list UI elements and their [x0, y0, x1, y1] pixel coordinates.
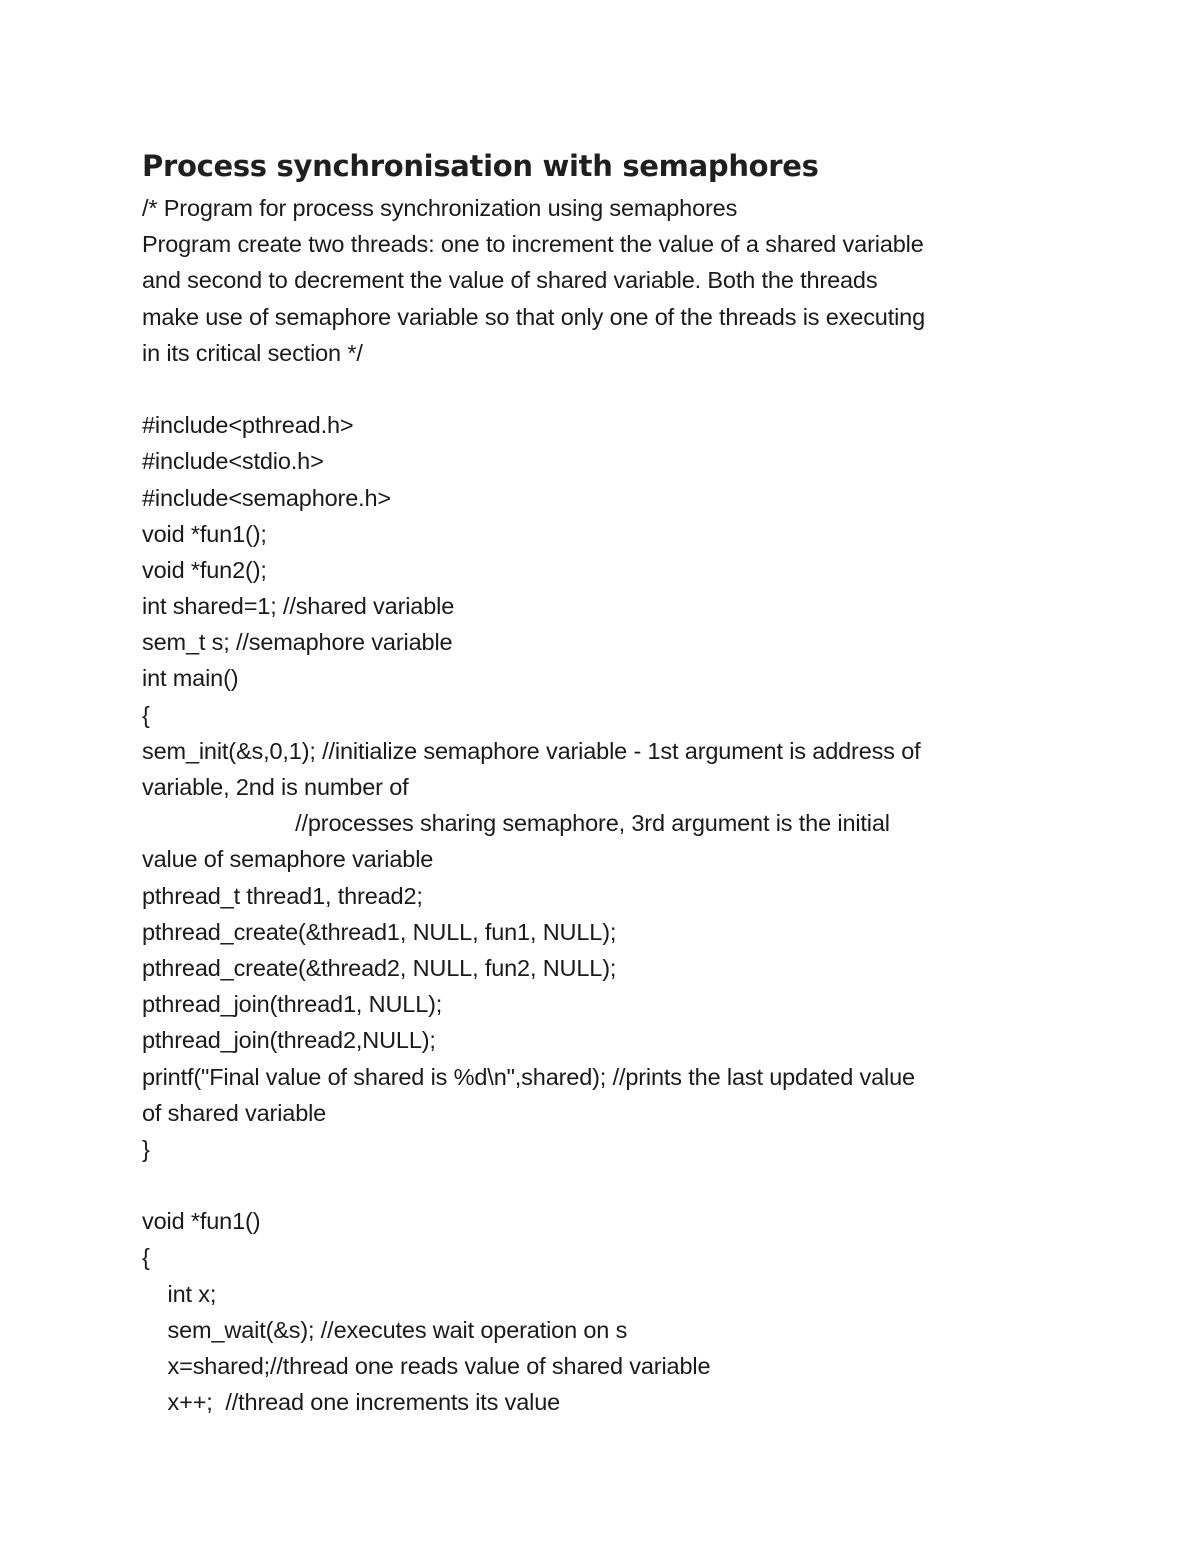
code-line: sem_t s; //semaphore variable [142, 629, 453, 656]
code-line: void *fun1() [142, 1208, 261, 1235]
code-line: int main() [142, 665, 239, 692]
code-line: #include<stdio.h> [142, 448, 324, 475]
code-line: pthread_join(thread1, NULL); [142, 991, 443, 1018]
code-line: of shared variable [142, 1099, 327, 1126]
code-line: pthread_create(&thread1, NULL, fun1, NULL); [142, 918, 617, 945]
text-line: in its critical section */ [142, 339, 363, 366]
text-line: /* Program for process synchronization using semaphores [142, 195, 738, 221]
code-line: x++; //thread one increments its value [142, 1389, 561, 1416]
code-line: #include<pthread.h> [142, 412, 354, 439]
code-line: } [142, 1135, 150, 1162]
code-line: value of semaphore variable [142, 846, 434, 873]
code-line: //processes sharing semaphore, 3rd argument is the initial [142, 810, 890, 837]
code-line: pthread_t thread1, thread2; [142, 882, 423, 909]
code-line: x=shared;//thread one reads value of shared variable [142, 1353, 711, 1379]
code-line: void *fun1(); [142, 520, 267, 547]
code-line: pthread_create(&thread2, NULL, fun2, NULL); [142, 954, 617, 981]
code-line: void *fun2(); [142, 556, 267, 583]
page-title: Process synchronisation with semaphores [142, 149, 819, 183]
text-line: and second to decrement the value of shared variable. Both the threads [142, 267, 878, 294]
code-line: int x; [142, 1280, 217, 1307]
code-line: { [142, 701, 150, 728]
code-line: { [142, 1244, 150, 1271]
code-line: variable, 2nd is number of [142, 774, 409, 800]
document-content [142, 146, 1072, 1420]
blank-line [142, 1167, 1072, 1203]
text-line: Program create two threads: one to increment the value of a shared variable [142, 231, 924, 258]
blank-line [142, 371, 1072, 407]
code-line: int shared=1; //shared variable [142, 593, 455, 620]
code-line: pthread_join(thread2,NULL); [142, 1027, 436, 1054]
code-line: #include<semaphore.h> [142, 484, 392, 511]
text-line: make use of semaphore variable so that only one of the threads is executing [142, 303, 925, 330]
code-line: printf("Final value of shared is %d\n",shared); //prints the last updated value [142, 1063, 915, 1090]
code-line: sem_init(&s,0,1); //initialize semaphore variable - 1st argument is address of [142, 737, 921, 764]
code-line: sem_wait(&s); //executes wait operation on s [142, 1316, 628, 1343]
